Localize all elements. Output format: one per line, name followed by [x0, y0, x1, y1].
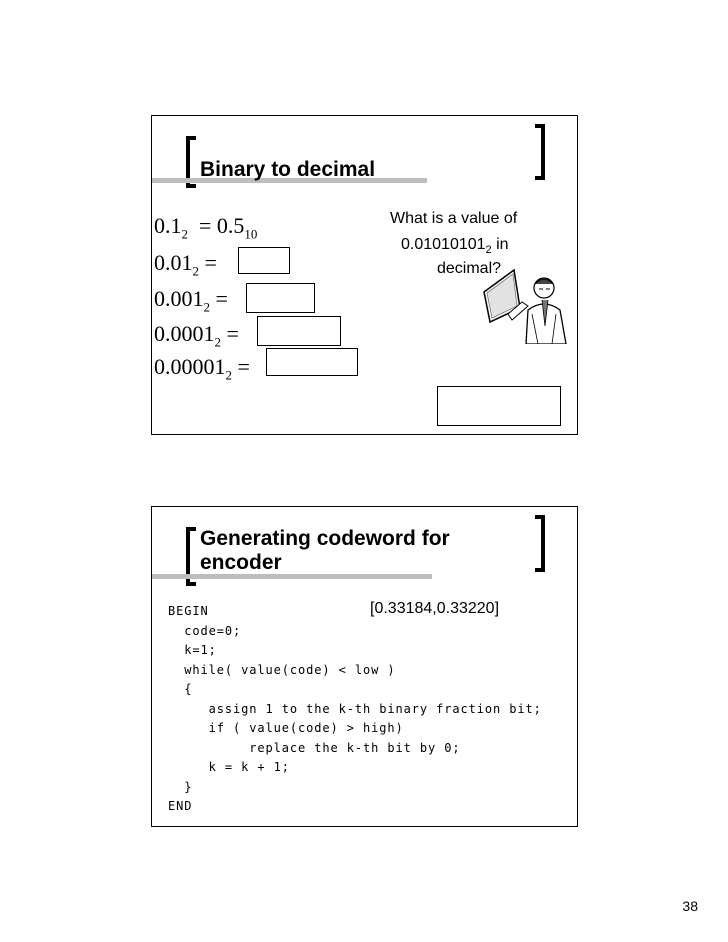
equation-row: $0.01_2$ =	[154, 250, 217, 279]
answer-box	[257, 316, 341, 346]
equation-row: $0.1_2 = 0.5_{10}$	[154, 213, 258, 242]
slide-title	[200, 527, 450, 575]
presenter-clipart-icon	[482, 266, 574, 344]
equation-row: $0.0001_2$ =	[154, 321, 239, 350]
equation-row: $0.001_2$ =	[154, 286, 228, 315]
question-line-2: $0.01010101_2$ in	[401, 236, 509, 257]
right-bracket-decoration	[535, 124, 545, 180]
right-bracket-decoration	[535, 515, 545, 572]
question-line-1: What is a value of	[390, 210, 518, 227]
answer-box	[437, 386, 561, 426]
answer-box	[266, 348, 358, 376]
slide-title-line-1: Generating codeword for	[200, 527, 450, 550]
pseudocode-block: BEGIN code=0; k=1; while( value(code) < low ) { assign 1 to the k-th binary fraction bit; if ( value(code) > high) replace the k-th bit by 0; k = k + 1; } END	[168, 604, 542, 813]
slide-binary-to-decimal	[151, 115, 578, 435]
question-line-3: decimal?	[437, 260, 502, 277]
interval-text: [0.33184,0.33220]	[370, 600, 500, 617]
answer-box	[246, 283, 315, 313]
equation-row: $0.00001_2$ =	[154, 354, 250, 383]
slide-title-line-2: encoder	[200, 551, 282, 574]
page-number: 38	[682, 898, 698, 914]
slide-generating-codeword	[151, 506, 578, 827]
answer-box	[238, 247, 290, 274]
slide-title: Binary to decimal	[200, 158, 376, 181]
